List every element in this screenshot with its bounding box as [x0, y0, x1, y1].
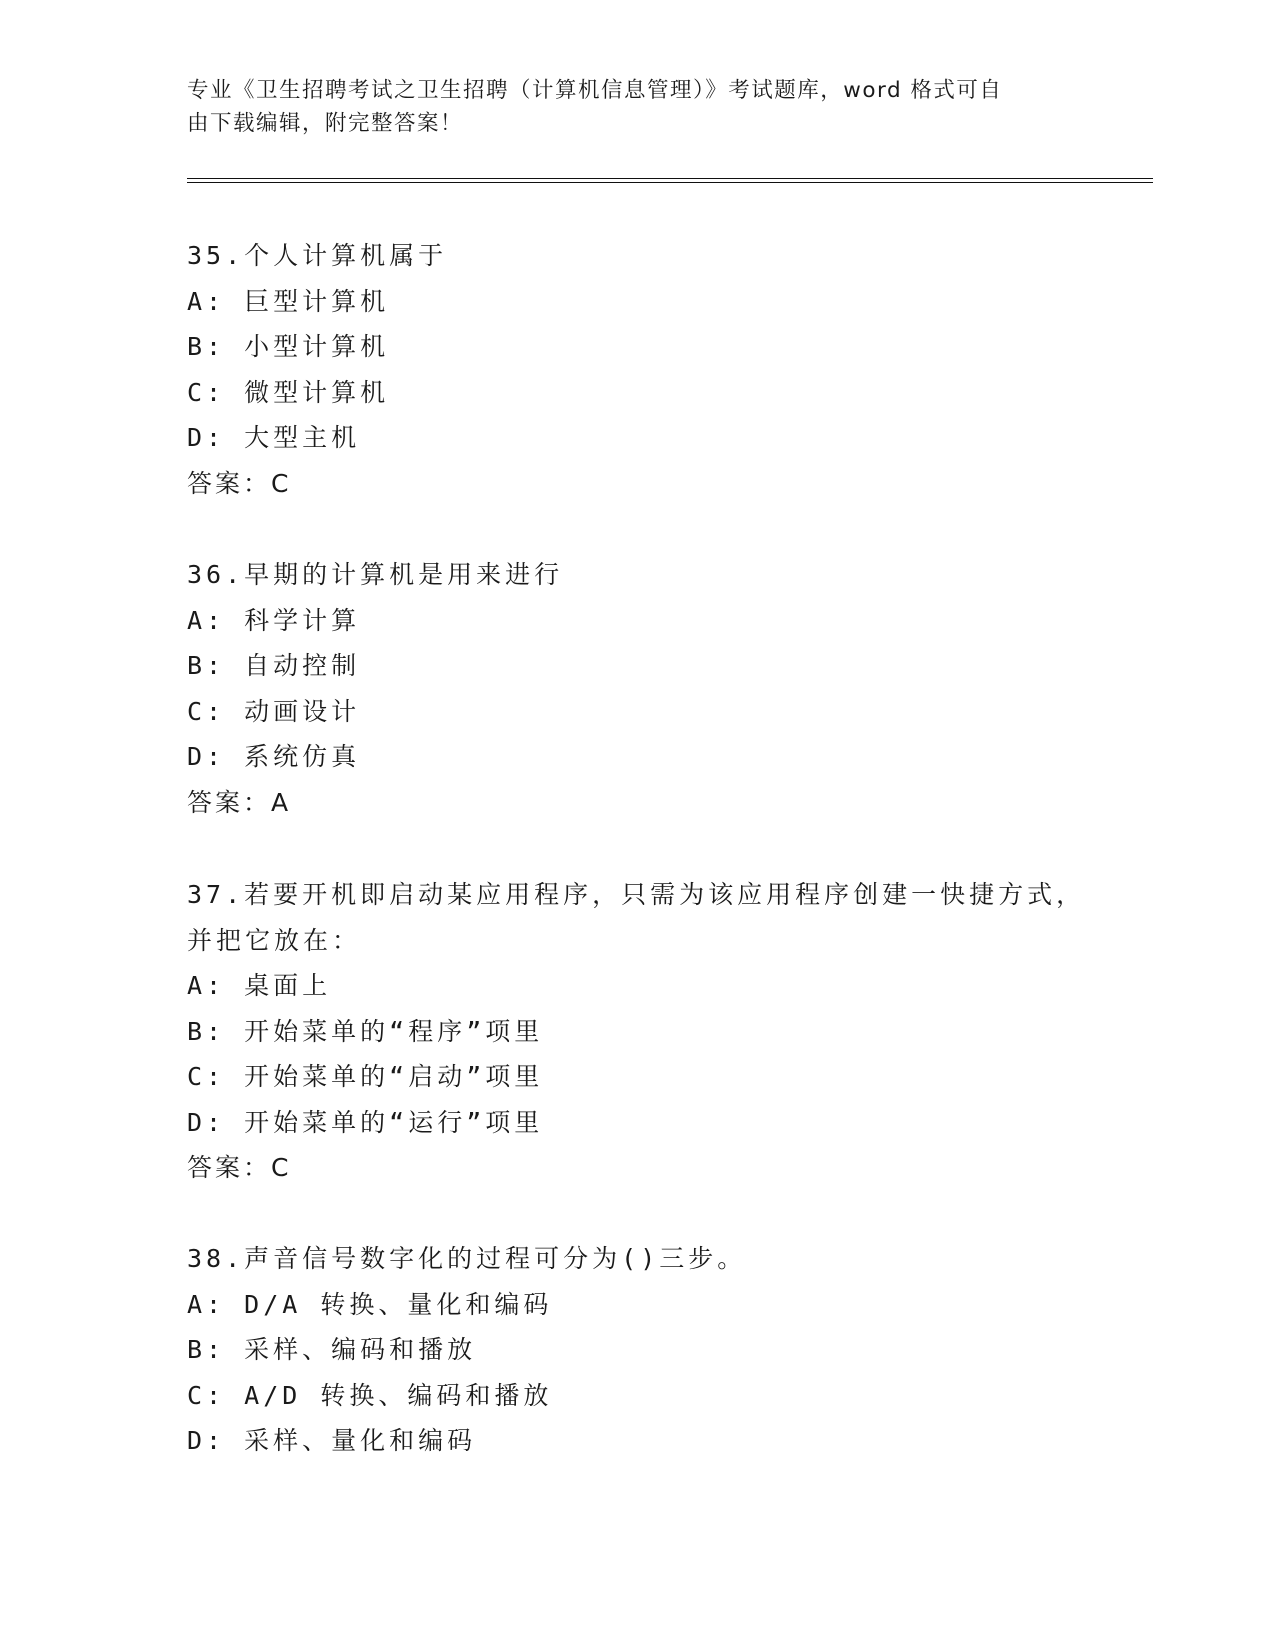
header-divider-bottom [187, 182, 1153, 183]
option-b: B: 开始菜单的“程序”项里 [187, 1016, 544, 1046]
question-36 [187, 552, 1087, 825]
question-35 [187, 233, 1087, 506]
question-stem: 37.若要开机即启动某应用程序，只需为该应用程序创建一快捷方式， [187, 880, 1086, 909]
header-line-2: 由下载编辑，附完整答案！ [187, 111, 464, 136]
question-stem: 35.个人计算机属于 [187, 241, 448, 270]
option-a: A: 桌面上 [187, 971, 332, 1000]
question-stem: 36.早期的计算机是用来进行 [187, 560, 564, 589]
header-line-1: 专业《卫生招聘考试之卫生招聘（计算机信息管理）》考试题库，word 格式可自 [187, 78, 1003, 103]
option-a: A: D/A 转换、量化和编码 [187, 1289, 553, 1319]
option-b: B: 自动控制 [187, 651, 361, 680]
answer: 答案：C [187, 468, 292, 498]
option-c: C: 动画设计 [187, 696, 361, 726]
option-a: A: 巨型计算机 [187, 286, 390, 316]
option-d: D: 开始菜单的“运行”项里 [187, 1107, 544, 1137]
option-c: C: 微型计算机 [187, 377, 390, 407]
question-stem-continued: 并把它放在： [187, 925, 362, 955]
option-c: C: 开始菜单的“启动”项里 [187, 1062, 544, 1091]
question-stem: 38.声音信号数字化的过程可分为()三步。 [187, 1244, 747, 1273]
option-d: D: 大型主机 [187, 423, 361, 452]
answer: 答案：A [187, 787, 292, 817]
option-d: D: 采样、量化和编码 [187, 1426, 477, 1455]
option-b: B: 采样、编码和播放 [187, 1335, 477, 1364]
option-a: A: 科学计算 [187, 605, 361, 635]
question-37 [187, 872, 1087, 1191]
document-header [187, 74, 1067, 140]
option-d: D: 系统仿真 [187, 742, 361, 771]
option-c: C: A/D 转换、编码和播放 [187, 1380, 553, 1410]
question-38 [187, 1236, 1087, 1464]
answer: 答案：C [187, 1153, 292, 1182]
option-b: B: 小型计算机 [187, 332, 390, 361]
header-divider-top [187, 178, 1153, 179]
